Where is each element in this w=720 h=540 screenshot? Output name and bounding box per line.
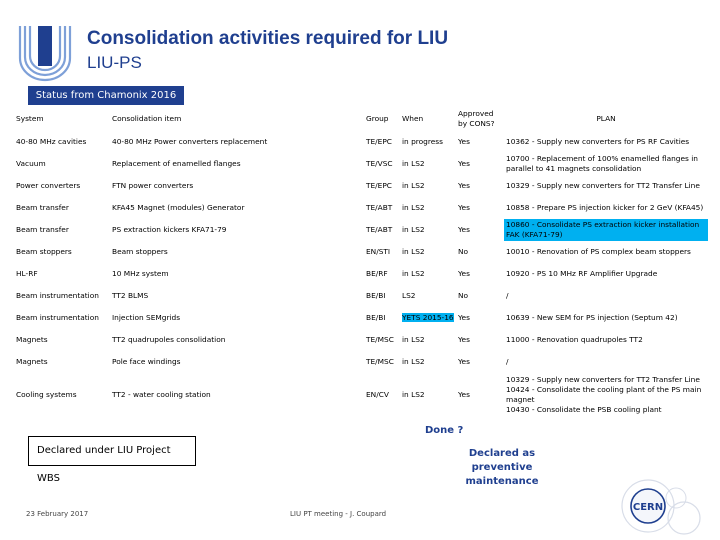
header-approved: Approved by CONS? [456, 106, 504, 131]
cell-system: Beam instrumentation [16, 291, 99, 300]
cell-group: TE/EPC [366, 137, 392, 146]
cell-system: Cooling systems [16, 390, 77, 399]
cell-approved: No [458, 247, 469, 256]
table-row [14, 351, 708, 373]
cell-item: Beam stoppers [112, 247, 168, 256]
cell-approved: Yes [458, 357, 470, 366]
header-when: When [400, 106, 456, 131]
cell-when [400, 307, 456, 329]
consolidation-table [14, 106, 708, 417]
cell-when: in LS2 [402, 181, 425, 190]
cell-plan: 10920 - PS 10 MHz RF Amplifier Upgrade [506, 269, 658, 278]
cell-item: TT2 - water cooling station [112, 390, 211, 399]
cell-plan-highlighted: 10860 - Consolidate PS extraction kicker installation FAK (KFA71-79) [504, 219, 708, 241]
cell-item: TT2 quadrupoles consolidation [112, 335, 226, 344]
cell-group: BE/BI [366, 291, 386, 300]
page-subtitle: LIU-PS [87, 53, 142, 72]
status-tab: Status from Chamonix 2016 [28, 86, 184, 105]
preventive-maintenance-note [458, 447, 546, 489]
cell-system: Vacuum [16, 159, 46, 168]
cell-plan: / [506, 357, 509, 366]
cern-logo [614, 466, 710, 536]
cell-system: Beam stoppers [16, 247, 72, 256]
cell-when: in LS2 [402, 269, 425, 278]
cell-approved: Yes [458, 390, 470, 399]
cell-when: in progress [402, 137, 443, 146]
plan-line: 10329 - Supply new converters for TT2 Transfer Line [506, 375, 700, 384]
cell-group: TE/ABT [366, 225, 393, 234]
cell-group: EN/CV [366, 390, 389, 399]
table-row [14, 153, 708, 175]
cell-group: EN/STI [366, 247, 391, 256]
cell-approved: Yes [458, 313, 470, 322]
table-row [14, 373, 708, 417]
table-row [14, 263, 708, 285]
cell-item: Replacement of enamelled flanges [112, 159, 241, 168]
footer-meeting: LIU PT meeting - J. Coupard [290, 510, 387, 518]
page-title: Consolidation activities required for LIU [87, 28, 449, 49]
cell-when: in LS2 [402, 225, 425, 234]
when-highlighted: YETS 2015-16 [402, 313, 454, 322]
cell-item: PS extraction kickers KFA71-79 [112, 225, 227, 234]
footer-date: 23 February 2017 [26, 510, 89, 518]
header-item: Consolidation item [110, 106, 364, 131]
table-row [14, 241, 708, 263]
cell-group: TE/EPC [366, 181, 392, 190]
cell-plan: / [506, 291, 509, 300]
table-row [14, 307, 708, 329]
cell-approved: Yes [458, 269, 470, 278]
cell-approved: Yes [458, 159, 470, 168]
table-row [14, 219, 708, 241]
table-row [14, 131, 708, 153]
cell-approved: No [458, 291, 469, 300]
plan-line: 10424 - Consolidate the cooling plant of the PS main magnet [506, 385, 702, 404]
cell-system: Magnets [16, 357, 48, 366]
cell-group: TE/ABT [366, 203, 393, 212]
cell-system: Beam instrumentation [16, 313, 99, 322]
cell-when: in LS2 [402, 159, 425, 168]
cell-plan: 10858 - Prepare PS injection kicker for 2 GeV (KFA45) [506, 203, 704, 212]
cell-approved: Yes [458, 335, 470, 344]
header-system: System [14, 106, 110, 131]
cell-item: TT2 BLMS [112, 291, 149, 300]
cell-plan: 10639 - New SEM for PS injection (Septum 42) [506, 313, 678, 322]
cell-when: in LS2 [402, 203, 425, 212]
cern-logo-text: CERN [632, 502, 664, 513]
cell-item: FTN power converters [112, 181, 194, 190]
preventive-line: Declared as [468, 448, 536, 459]
cell-group: TE/VSC [366, 159, 393, 168]
cell-when: in LS2 [402, 335, 425, 344]
cell-system: Beam transfer [16, 225, 69, 234]
header-group: Group [364, 106, 400, 131]
table-row [14, 197, 708, 219]
cell-system: Beam transfer [16, 203, 69, 212]
cell-system: Power converters [16, 181, 81, 190]
cell-item: 40-80 MHz Power converters replacement [112, 137, 268, 146]
cell-plan [504, 373, 708, 417]
cell-item: KFA45 Magnet (modules) Generator [112, 203, 245, 212]
cell-plan: 10362 - Supply new converters for PS RF Cavities [506, 137, 690, 146]
table-row [14, 329, 708, 351]
cell-plan: 10010 - Renovation of PS complex beam stoppers [506, 247, 691, 256]
header-plan: PLAN [504, 106, 708, 131]
cell-approved: Yes [458, 203, 470, 212]
cell-when: in LS2 [402, 357, 425, 366]
cell-system: 40-80 MHz cavities [16, 137, 87, 146]
cell-item: Pole face windings [112, 357, 181, 366]
cell-plan: 10700 - Replacement of 100% enamelled flanges in parallel to 41 magnets consolidation [506, 154, 698, 173]
table-header-row [14, 106, 708, 131]
cell-group: TE/MSC [366, 335, 394, 344]
cell-group: BE/BI [366, 313, 386, 322]
cell-plan: 11000 - Renovation quadrupoles TT2 [506, 335, 643, 344]
done-question-label: Done ? [425, 425, 464, 436]
cell-item: Injection SEMgrids [112, 313, 181, 322]
cell-approved: Yes [458, 181, 470, 190]
cell-approved: Yes [458, 225, 470, 234]
cell-approved: Yes [458, 137, 470, 146]
cell-when: in LS2 [402, 247, 425, 256]
cell-group: TE/MSC [366, 357, 394, 366]
plan-line: 10430 - Consolidate the PSB cooling plant [506, 405, 662, 414]
cell-plan: 10329 - Supply new converters for TT2 Transfer Line [506, 181, 700, 190]
cell-when: in LS2 [402, 390, 425, 399]
cell-group: BE/RF [366, 269, 388, 278]
preventive-line: preventive [471, 462, 533, 473]
cell-system: Magnets [16, 335, 48, 344]
table-row [14, 285, 708, 307]
preventive-line: maintenance [465, 476, 539, 487]
cell-system: HL-RF [16, 269, 38, 278]
cell-item: 10 MHz system [112, 269, 169, 278]
table-row [14, 175, 708, 197]
wbs-note-box: Declared under LIU Project WBS [28, 436, 196, 466]
cell-when: LS2 [402, 291, 416, 300]
liu-logo [14, 20, 76, 82]
